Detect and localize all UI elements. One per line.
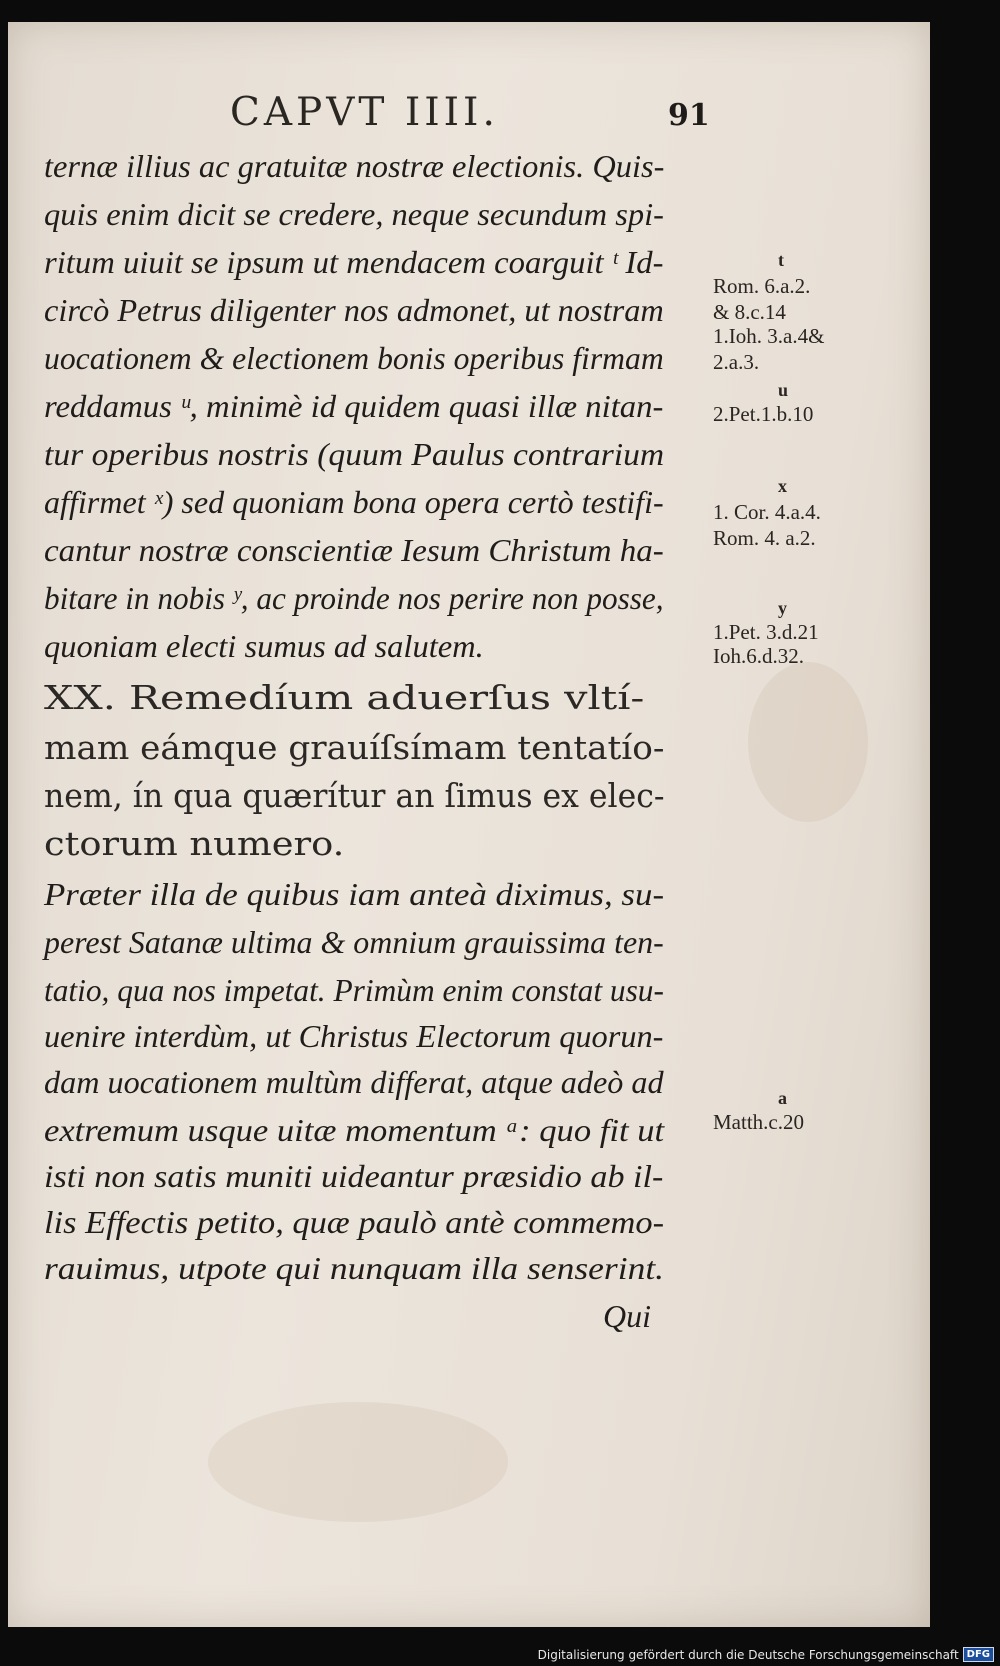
body-text-line: uocationem & electionem bonis operibus firmam — [44, 340, 664, 376]
marginal-note: 1.Ioh. 3.a.4& — [713, 324, 825, 348]
running-title: CAPVT IIII. — [230, 90, 499, 135]
marginal-note: & 8.c.14 — [713, 300, 786, 324]
body-text-line: Qui — [603, 1298, 651, 1334]
body-text-line: ternæ illius ac gratuitæ nostræ electionis. Quis- — [44, 148, 665, 184]
section-heading-line: nem, ín qua quærítur an ſimus ex elec- — [44, 776, 665, 815]
section-heading-line: XX. Remedíum aduerſus vltí- — [44, 678, 645, 717]
body-text-line: ritum uiuit se ipsum ut mendacem coarguit ᵗ Id- — [44, 244, 664, 280]
marginal-note: 1. Cor. 4.a.4. — [713, 500, 821, 524]
book-page — [8, 22, 930, 1627]
marginal-note: Ioh.6.d.32. — [713, 644, 804, 668]
marginal-note: Rom. 6.a.2. — [713, 274, 811, 298]
marginal-note: Rom. 4. a.2. — [713, 526, 816, 550]
marginal-note: 2.Pet.1.b.10 — [713, 402, 814, 426]
marginal-note: 1.Pet. 3.d.21 — [713, 620, 819, 644]
body-text-line: dam uocationem multùm differat, atque adeò ad — [44, 1064, 664, 1100]
note-reference-mark: x — [778, 476, 787, 496]
body-text-line: quis enim dicit se credere, neque secundum spi- — [44, 196, 664, 232]
section-heading-line: mam eámque grauíſsímam tentatío- — [44, 728, 665, 767]
body-text-line: perest Satanæ ultima & omnium grauissima ten- — [44, 924, 664, 960]
section-heading-line: ctorum numero. — [44, 824, 345, 863]
paper-stain — [748, 662, 868, 822]
marginal-note: Matth.c.20 — [713, 1110, 804, 1134]
body-text-line: tur operibus nostris (quum Paulus contrarium — [44, 436, 665, 472]
body-text-line: extremum usque uitæ momentum ᵃ: quo fit ut — [44, 1112, 665, 1148]
body-text-line: reddamus ᵘ, minimè id quidem quasi illæ nitan- — [44, 388, 664, 424]
body-text-line: uenire interdùm, ut Christus Electorum quorun- — [44, 1018, 664, 1054]
digitization-credit — [538, 1647, 994, 1662]
paper-stain — [208, 1402, 508, 1522]
body-text-line: Præter illa de quibus iam anteà diximus, su- — [44, 876, 665, 912]
note-reference-mark: y — [778, 598, 787, 618]
marginal-note: 2.a.3. — [713, 350, 760, 374]
note-reference-mark: u — [778, 380, 789, 400]
body-text-line: bitare in nobis ʸ, ac proinde nos perire non posse, — [44, 580, 664, 616]
dfg-logo-icon: DFG — [963, 1647, 994, 1662]
body-text-line: quoniam electi sumus ad salutem. — [44, 628, 484, 664]
body-text-line: isti non satis muniti uideantur præsidio ab il- — [44, 1158, 664, 1194]
body-text-line: circò Petrus diligenter nos admonet, ut nostram — [44, 292, 664, 328]
body-text-line: tatio, qua nos impetat. Primùm enim constat usu- — [44, 972, 664, 1008]
body-text-line: lis Effectis petito, quæ paulò antè commemo- — [44, 1204, 665, 1240]
body-text-line: cantur nostræ conscientiæ Iesum Christum ha- — [44, 532, 664, 568]
page-number: 91 — [668, 98, 710, 133]
credit-text: Digitalisierung gefördert durch die Deutsche Forschungsgemeinschaft — [537, 1647, 959, 1662]
note-reference-mark: a — [778, 1088, 787, 1108]
body-text-line: affirmet ˣ) sed quoniam bona opera certò testifi- — [44, 484, 664, 520]
note-reference-mark: t — [778, 250, 784, 270]
body-text-line: rauimus, utpote qui nunquam illa senserint. — [44, 1250, 665, 1286]
